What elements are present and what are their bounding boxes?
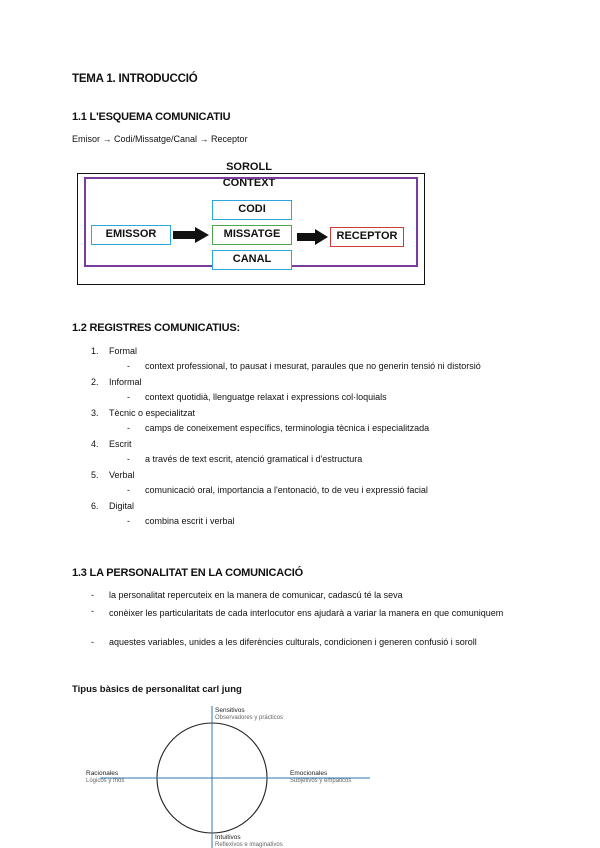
emissor-box: EMISSOR (91, 225, 171, 245)
missatge-box: MISSATGE (212, 225, 292, 245)
top-label: Sensitivos (215, 707, 245, 714)
jung-heading: Tipus bàsics de personalitat carl jung (72, 684, 242, 695)
list-item-detail: context professional, to pausat i mesurat, paraules que no generin tensió ni distorsió (145, 361, 481, 371)
list-number: 1. (91, 346, 99, 356)
list-item-detail: a través de text escrit, atenció gramatical i d'estructura (145, 454, 363, 464)
list-item-detail: comunicació oral, importancia a l'entonació, to de veu i expressió facial (145, 485, 428, 495)
list-item-label: Tècnic o especialitzat (109, 408, 196, 418)
list-item-label: Verbal (109, 470, 135, 480)
soroll-label: SOROLL (226, 161, 272, 173)
dash-bullet: - (127, 454, 130, 464)
section-heading-personalitat: 1.3 LA PERSONALITAT EN LA COMUNICACIÓ (72, 567, 303, 579)
list-item-label: Formal (109, 346, 138, 356)
list-item-detail: camps de coneixement específics, terminologia tècnica i especialitzada (145, 423, 430, 433)
left-sublabel: Lógicos y frios (86, 778, 125, 784)
left-label: Racionales (86, 770, 119, 777)
list-number: 3. (91, 408, 99, 418)
personality-axes-chart (80, 700, 400, 848)
right-label: Emocionales (290, 770, 328, 777)
dash-bullet: - (127, 516, 130, 526)
codi-box: CODI (212, 200, 292, 220)
list-number: 4. (91, 439, 99, 449)
top-sublabel: Observadores y prácticos (215, 715, 284, 721)
communication-diagram (77, 161, 427, 285)
list-item-label: Digital (109, 501, 135, 511)
bullet-text: aquestes variables, unides a les diferències culturals, condicionen i generen confusió i soroll (109, 637, 477, 647)
esquema-line: Emisor → Codi/Missatge/Canal → Receptor (72, 134, 248, 144)
bottom-sublabel: Reflexivos e imaginativos (215, 842, 283, 848)
section-heading-registres: 1.2 REGISTRES COMUNICATIUS: (72, 322, 240, 334)
dash-bullet: - (91, 606, 94, 616)
receptor-box: RECEPTOR (330, 227, 404, 247)
right-sublabel: Subjetivos y empáticos (290, 778, 352, 784)
list-item-label: Informal (109, 377, 142, 387)
section-heading-esquema: 1.1 L'ESQUEMA COMUNICATIU (72, 111, 231, 123)
bullet-text: la personalitat repercuteix en la manera de comunicar, cadascú té la seva (109, 590, 403, 600)
list-number: 2. (91, 377, 99, 387)
bullet-text: conèixer les particularitats de cada interlocutor ens ajudarà a variar la manera en que comuniquem (109, 608, 504, 618)
list-item-detail: combina escrit i verbal (145, 516, 235, 526)
list-number: 6. (91, 501, 99, 511)
page-title: TEMA 1. INTRODUCCIÓ (72, 73, 198, 85)
dash-bullet: - (127, 392, 130, 402)
jung-diagram (80, 700, 400, 848)
dash-bullet: - (127, 361, 130, 371)
list-item-label: Escrit (109, 439, 132, 449)
list-item-detail: context quotidià, llenguatge relaxat i expressions col·loquials (145, 392, 387, 402)
dash-bullet: - (91, 637, 94, 647)
canal-box: CANAL (212, 250, 292, 270)
context-label: CONTEXT (209, 177, 289, 189)
list-number: 5. (91, 470, 99, 480)
arrow-right-icon (297, 229, 329, 245)
dash-bullet: - (127, 485, 130, 495)
bottom-label: Intuitivos (215, 834, 241, 841)
arrow-right-icon (173, 227, 211, 243)
dash-bullet: - (127, 423, 130, 433)
dash-bullet: - (91, 590, 94, 600)
